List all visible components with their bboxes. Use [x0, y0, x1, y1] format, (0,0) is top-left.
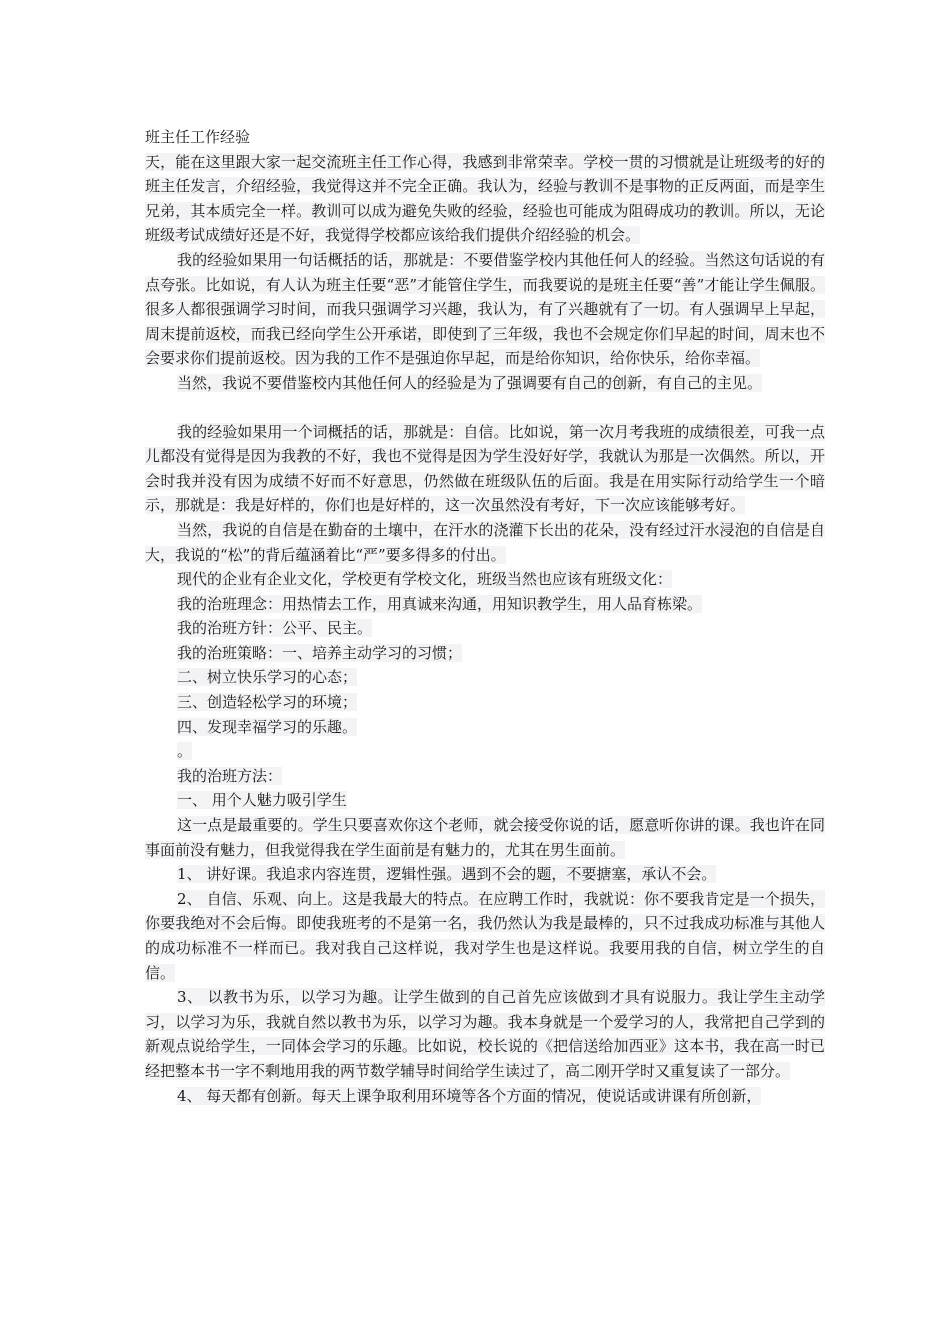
paragraph — [145, 567, 825, 592]
paragraph-text: 四、发现幸福学习的乐趣。 — [177, 717, 358, 736]
paragraph — [145, 518, 825, 567]
paragraph — [145, 862, 825, 887]
paragraph-text: 1、 讲好课。我追求内容连贯，逻辑性强。遇到不会的题，不要搪塞，承认不会。 — [177, 865, 717, 884]
paragraph — [145, 592, 825, 617]
paragraph-text: 我的治班方针：公平、民主。 — [177, 619, 373, 638]
paragraph — [145, 764, 825, 789]
paragraph-text: 。 — [177, 742, 193, 761]
paragraph — [145, 813, 825, 862]
paragraph-text: 我的治班方法： — [177, 766, 283, 785]
paragraph — [145, 788, 825, 813]
paragraph-text: 当然，我说不要借鉴校内其他任何人的经验是为了强调要有自己的创新，有自己的主见。 — [177, 373, 763, 392]
paragraph-text: 一、 用个人魅力吸引学生 — [177, 791, 347, 810]
paragraph — [145, 985, 825, 1083]
paragraph-text: 3、 以教书为乐，以学习为趣。让学生做到的自己首先应该做到才具有说服力。我让学生主动学习，以学习为乐，我就自然以教书为乐，以学习为趣。我本身就是一个爱学习的人，我常把自己学到的新观点说给学生，一同体会学习的乐趣。比如说，校长说的《把信送给加西亚》这本书，我在高一时已经把整本书一字不剩地用我的两节数学辅导时间给学生读过了，高二刚开学时又重复读了一部分。 — [145, 988, 825, 1080]
paragraph-text: 4、 每天都有创新。每天上课争取利用环境等各个方面的情况，使说话或讲课有所创新， — [177, 1086, 762, 1105]
paragraph-text: 我的经验如果用一句话概括的话，那就是：不要借鉴学校内其他任何人的经验。当然这句话说的有点夸张。比如说，有人认为班主任要“恶”才能管住学生，而我要说的是班主任要“善”才能让学生佩服。很多人都很强调学习时间，而我只强调学习兴趣，我认为，有了兴趣就有了一切。有人强调早上早起，周末提前返校，而我已经向学生公开承诺，即使到了三年级，我也不会规定你们早起的时间，周末也不会要求你们提前返校。因为我的工作不是强迫你早起，而是给你知识，给你快乐，给你幸福。 — [145, 250, 825, 368]
paragraph — [145, 690, 825, 715]
paragraph — [145, 1084, 825, 1109]
paragraph-text: 我的治班理念：用热情去工作，用真诚来沟通，用知识教学生，用人品育栋梁。 — [177, 594, 703, 613]
paragraph — [145, 739, 825, 764]
paragraph — [145, 715, 825, 740]
paragraph — [145, 248, 825, 371]
document-body — [145, 150, 825, 1109]
paragraph — [145, 616, 825, 641]
paragraph — [145, 665, 825, 690]
paragraph-text: 天，能在这里跟大家一起交流班主任工作心得，我感到非常荣幸。学校一贯的习惯就是让班级考的好的班主任发言，介绍经验，我觉得这并不完全正确。我认为，经验与教训不是事物的正反两面，而是孪生兄弟，其本质完全一样。教训可以成为避免失败的经验，经验也可能成为阻碍成功的教训。所以，无论班级考试成绩好还是不好，我觉得学校都应该给我们提供介绍经验的机会。 — [145, 152, 825, 245]
paragraph-text: 当然，我说的自信是在勤奋的土壤中，在汗水的浇灌下长出的花朵，没有经过汗水浸泡的自信是自大，我说的“松”的背后蕴涵着比“严”要多得多的付出。 — [145, 520, 825, 564]
paragraph-text: 现代的企业有企业文化，学校更有学校文化，班级当然也应该有班级文化： — [177, 570, 673, 589]
paragraph-text: 二、树立快乐学习的心态； — [177, 668, 358, 687]
paragraph-text: 三、创造轻松学习的环境； — [177, 693, 358, 712]
document-page — [145, 125, 825, 1108]
paragraph — [145, 371, 825, 396]
paragraph — [145, 150, 825, 248]
paragraph — [145, 887, 825, 985]
paragraph-text: 我的经验如果用一个词概括的话，那就是：自信。比如说，第一次月考我班的成绩很差，可我一点儿都没有觉得是因为我教的不好，我也不觉得是因为学生没好好学，我就认为那是一次偶然。所以，开会时我并没有因为成绩不好而不好意思，仍然做在班级队伍的后面。我是在用实际行动给学生一个暗示，那就是：我是好样的，你们也是好样的，这一次虽然没有考好，下一次应该能够考好。 — [145, 422, 825, 515]
document-title: 班主任工作经验 — [145, 128, 251, 146]
blank-line — [145, 396, 825, 420]
paragraph — [145, 420, 825, 518]
paragraph-text: 这一点是最重要的。学生只要喜欢你这个老师，就会接受你说的话，愿意听你讲的课。我也许在同事面前没有魅力，但我觉得我在学生面前是有魅力的，尤其在男生面前。 — [145, 816, 825, 859]
paragraph-text: 我的治班策略：一、培养主动学习的习惯； — [177, 643, 463, 662]
paragraph-text: 2、 自信、乐观、向上。这是我最大的特点。在应聘工作时，我就说：你不要我肯定是一个损失，你要我绝对不会后悔。即使我班考的不是第一名，我仍然认为我是最棒的，只不过我成功标准与其他人的成功标准不一样而已。我对我自己这样说，我对学生也是这样说。我要用我的自信，树立学生的自信。 — [145, 889, 825, 982]
paragraph — [145, 641, 825, 666]
